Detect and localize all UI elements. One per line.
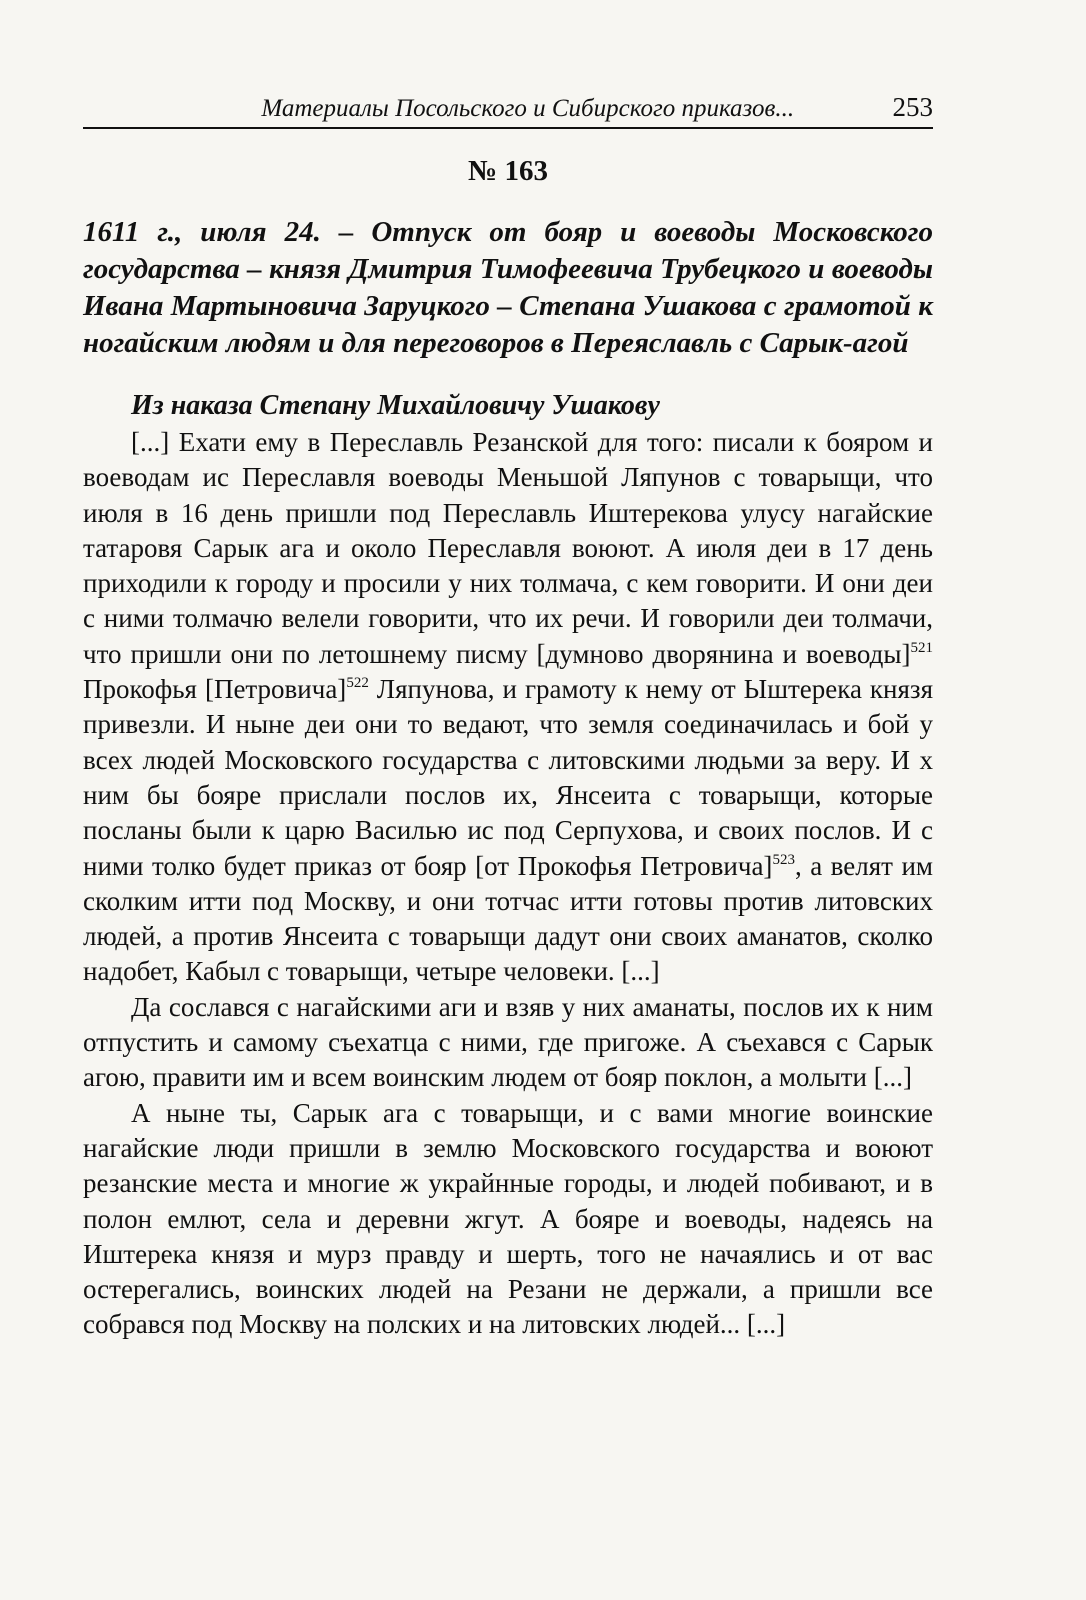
footnote-ref-523[interactable]: 523 [772,851,795,868]
running-title: Материалы Посольского и Сибирского приказов... [261,95,795,122]
document-subheading: Из наказа Степану Михайловичу Ушакову [131,390,660,421]
footnote-ref-522[interactable]: 522 [346,675,369,692]
paragraph-2: Да сослався с нагайскими аги и взяв у них аманаты, послов их к ним отпустить и самому съехатца с ними, где пригоже. А съехався с Сарык агою, правити им и всем воинским людем от бояр поклон, а молыти [...] [83,991,933,1093]
paragraph-1-part-c: Ляпунова, и грамоту к нему от Ыштерека князя привезли. И ныне деи они то ведают, что земля соединачилась и бой у всех людей Московского государства с литовскими людьми за веру. И х ним бы бояре прислали послов их, Янсеита с товарыщи, которые посланы были к царю Василью ис под Серпухова, и своих послов. И с ними толко будет приказ от бояр [от Прокофья Петровича] [83,674,934,881]
document-number: № 163 [468,155,548,187]
paragraph-1-part-b: Прокофья [Петровича] [83,674,347,705]
paragraph-3: А ныне ты, Сарык ага с товарыщи, и с вами многие воинские нагайские люди пришли в землю Московского государства и воюют резанские места и многие ж украйнные городы, и людей побивают, и в полон емлют, села и деревни жгут. А бояре и воеводы, надеясь на Иштерека князя и мурз правду и шерть, того не начаялись и от вас остерегались, воинских людей на Резани не держали, а пришли все собрався под Москву на полских и на литовских людей... [...] [83,1097,933,1340]
paragraph-1-part-d: , а велят им сколким итти под Москву, и они тотчас итти готовы против литовских людей, а против Янсеита с товарыщи дадут они своих аманатов, сколко надобет, Кабыл с товарыщи, четыре человеки. [...] [83,850,933,987]
footnote-ref-521[interactable]: 521 [910,639,933,656]
book-page [83,92,933,1343]
paragraph-1-part-a: [...] Ехати ему в Переславль Резанской для того: писали к бояром и воеводам ис Переславля воеводы Меньшой Ляпунов с товарыщи, что июля в 16 день пришли под Переславль Иштерекова улусу нагайские татаровя Сарык ага и около Переславля воюют. А июля деи в 17 день приходили к городу и просили у них толмача, с кем говорити. И они деи с ними толмачю велели говорити, что их речи. И говорили деи толмачи, что пришли они по летошнему писму [думново дворянина и воеводы] [83,427,933,669]
page-number: 253 [892,92,933,122]
running-head [83,92,933,129]
document-heading: 1611 г., июля 24. – Отпуск от бояр и воеводы Московского государства – князя Дмитрия Тимофеевича Трубецкого и воеводы Ивана Мартыновича Заруцкого – Степана Ушакова с грамотой к ногайским людям и для переговоров в Переяславль с Сарык-агой [83,216,933,359]
paragraph-1 [83,425,933,990]
